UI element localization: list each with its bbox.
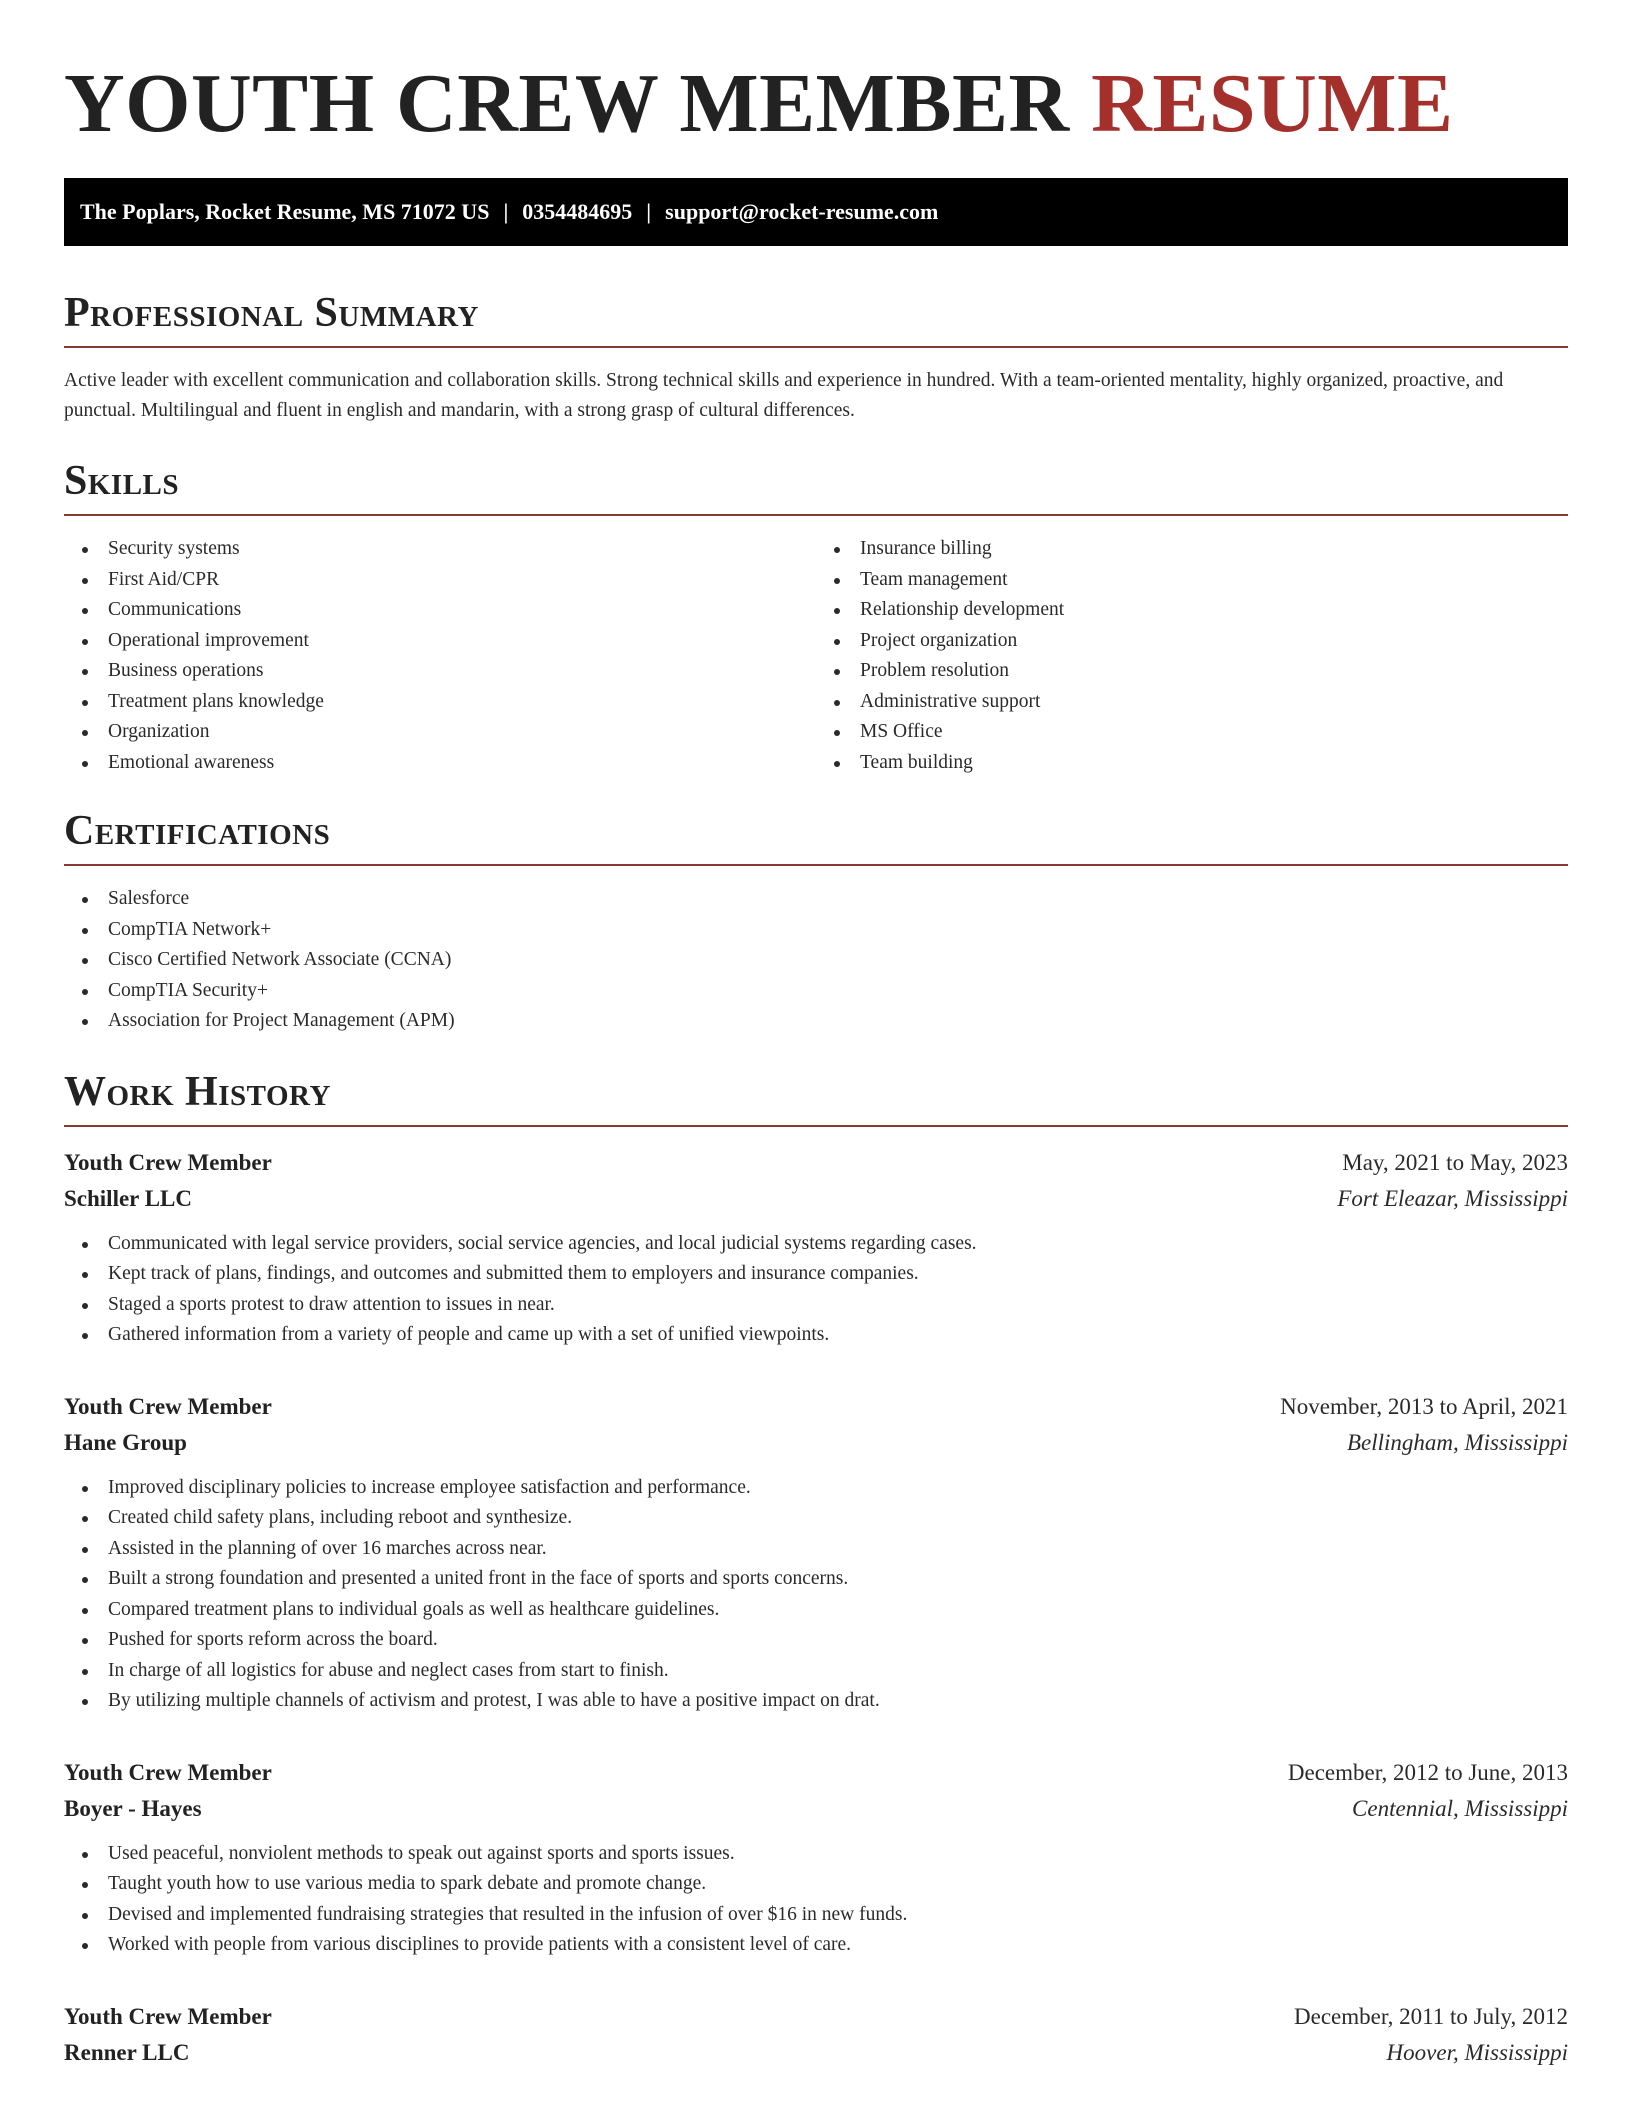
- contact-bar: [64, 178, 1568, 246]
- job-title: Youth Crew Member: [64, 2003, 272, 2029]
- job-duty-item: Built a strong foundation and presented a united front in the face of sports and sports concerns.: [64, 1564, 1568, 1595]
- certifications-section: [64, 806, 1568, 1037]
- skill-item: Administrative support: [816, 687, 1568, 718]
- contact-address: The Poplars, Rocket Resume, MS 71072 US: [80, 199, 490, 224]
- skill-item: Business operations: [64, 656, 816, 687]
- job-company: Renner LLC: [64, 2039, 190, 2065]
- job-duties-list: [64, 1229, 1568, 1351]
- job-entry: [64, 1999, 1568, 2071]
- job-location: Bellingham, Mississippi: [1346, 1429, 1568, 1455]
- job-entry: [64, 1145, 1568, 1351]
- job-duty-item: Communicated with legal service providers, social service agencies, and local judicial systems regarding cases.: [64, 1229, 1568, 1260]
- certifications-list: [64, 884, 1568, 1037]
- skill-item: Relationship development: [816, 595, 1568, 626]
- job-company: Hane Group: [64, 1429, 187, 1455]
- skill-item: Team management: [816, 565, 1568, 596]
- certification-item: CompTIA Security+: [64, 976, 1568, 1007]
- skill-item: MS Office: [816, 717, 1568, 748]
- job-title-row: [64, 1999, 1568, 2035]
- skill-item: Security systems: [64, 534, 816, 565]
- contact-separator: |: [503, 199, 509, 224]
- skills-list-right: [816, 534, 1568, 778]
- skills-list-left: [64, 534, 816, 778]
- skill-item: Insurance billing: [816, 534, 1568, 565]
- skill-item: Emotional awareness: [64, 748, 816, 779]
- certification-item: Association for Project Management (APM): [64, 1006, 1568, 1037]
- skills-column-right: [816, 516, 1568, 778]
- job-dates: May, 2021 to May, 2023: [1342, 1149, 1568, 1175]
- job-duty-item: Devised and implemented fundraising strategies that resulted in the infusion of over $16 in new funds.: [64, 1900, 1568, 1931]
- skill-item: Problem resolution: [816, 656, 1568, 687]
- job-title: Youth Crew Member: [64, 1393, 272, 1419]
- job-company: Boyer - Hayes: [64, 1795, 202, 1821]
- job-title: Youth Crew Member: [64, 1149, 272, 1175]
- skills-columns: [64, 516, 1568, 778]
- resume-title-main: YOUTH CREW MEMBER: [64, 57, 1070, 150]
- job-duty-item: Pushed for sports reform across the board.: [64, 1625, 1568, 1656]
- job-title-row: [64, 1389, 1568, 1425]
- certification-item: Salesforce: [64, 884, 1568, 915]
- job-duty-item: Improved disciplinary policies to increase employee satisfaction and performance.: [64, 1473, 1568, 1504]
- certifications-heading: Certifications: [64, 806, 1568, 866]
- certification-item: Cisco Certified Network Associate (CCNA): [64, 945, 1568, 976]
- job-company-row: [64, 1425, 1568, 1461]
- skill-item: Communications: [64, 595, 816, 626]
- job-company-row: [64, 1791, 1568, 1827]
- job-duty-item: In charge of all logistics for abuse and neglect cases from start to finish.: [64, 1656, 1568, 1687]
- resume-title: [64, 58, 1568, 150]
- job-duty-item: Assisted in the planning of over 16 marches across near.: [64, 1534, 1568, 1565]
- job-duties-list: [64, 1839, 1568, 1961]
- job-dates: November, 2013 to April, 2021: [1280, 1393, 1568, 1419]
- skills-section: [64, 456, 1568, 778]
- skills-heading: Skills: [64, 456, 1568, 516]
- certification-item: CompTIA Network+: [64, 915, 1568, 946]
- job-company-row: [64, 2035, 1568, 2071]
- job-duty-item: Staged a sports protest to draw attention to issues in near.: [64, 1290, 1568, 1321]
- skill-item: Team building: [816, 748, 1568, 779]
- skill-item: Treatment plans knowledge: [64, 687, 816, 718]
- job-title: Youth Crew Member: [64, 1759, 272, 1785]
- job-entry: [64, 1389, 1568, 1717]
- work-history-section: [64, 1067, 1568, 2071]
- contact-phone: 0354484695: [522, 199, 633, 224]
- job-duty-item: Kept track of plans, findings, and outcomes and submitted them to employers and insurance companies.: [64, 1259, 1568, 1290]
- professional-summary-section: [64, 288, 1568, 426]
- job-location: Fort Eleazar, Mississippi: [1337, 1185, 1568, 1211]
- job-duties-list: [64, 1473, 1568, 1717]
- job-duty-item: Compared treatment plans to individual goals as well as healthcare guidelines.: [64, 1595, 1568, 1626]
- job-dates: December, 2012 to June, 2013: [1287, 1759, 1568, 1785]
- skill-item: Organization: [64, 717, 816, 748]
- professional-summary-heading: Professional Summary: [64, 288, 1568, 348]
- job-company: Schiller LLC: [64, 1185, 193, 1211]
- skills-column-left: [64, 516, 816, 778]
- job-company-row: [64, 1181, 1568, 1217]
- job-entry: [64, 1755, 1568, 1961]
- work-history-heading: Work History: [64, 1067, 1568, 1127]
- job-duty-item: Taught youth how to use various media to spark debate and promote change.: [64, 1869, 1568, 1900]
- job-location: Centennial, Mississippi: [1352, 1795, 1568, 1821]
- skill-item: Project organization: [816, 626, 1568, 657]
- job-title-row: [64, 1145, 1568, 1181]
- job-duty-item: Created child safety plans, including reboot and synthesize.: [64, 1503, 1568, 1534]
- job-dates: December, 2011 to July, 2012: [1294, 2003, 1568, 2029]
- job-duty-item: Used peaceful, nonviolent methods to speak out against sports and sports issues.: [64, 1839, 1568, 1870]
- skill-item: Operational improvement: [64, 626, 816, 657]
- job-duty-item: Worked with people from various disciplines to provide patients with a consistent level of care.: [64, 1930, 1568, 1961]
- skill-item: First Aid/CPR: [64, 565, 816, 596]
- contact-email: support@rocket-resume.com: [665, 199, 939, 224]
- job-duty-item: By utilizing multiple channels of activism and protest, I was able to have a positive impact on drat.: [64, 1686, 1568, 1717]
- professional-summary-text: Active leader with excellent communication and collaboration skills. Strong technical skills and experience in hundred. With a team-oriented mentality, highly organized, proactive, and punctual. Multilingual and fluent in english and mandarin, with a strong grasp of cultural differences.: [64, 370, 1504, 421]
- job-location: Hoover, Mississippi: [1386, 2039, 1568, 2065]
- contact-separator: |: [646, 199, 652, 224]
- job-title-row: [64, 1755, 1568, 1791]
- job-duty-item: Gathered information from a variety of people and came up with a set of unified viewpoints.: [64, 1320, 1568, 1351]
- resume-title-accent: RESUME: [1091, 57, 1454, 150]
